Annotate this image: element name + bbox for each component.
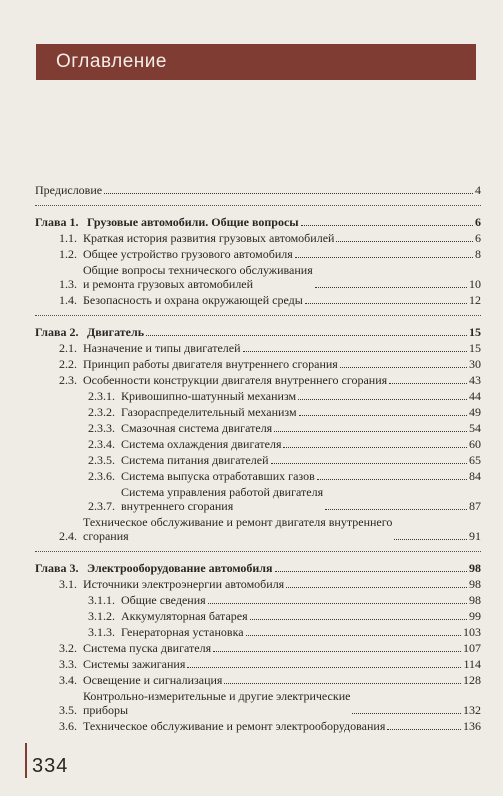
toc-separator — [35, 551, 481, 553]
toc-leader-dots — [336, 241, 473, 242]
toc-entry-row — [35, 437, 481, 451]
toc-entry-page: 87 — [469, 499, 481, 513]
toc-entry-number: 2.3.1. — [88, 389, 115, 403]
toc-leader-dots — [352, 713, 461, 714]
toc-entry-page: 107 — [463, 641, 481, 655]
toc-entry-title: Электрооборудование автомобиля — [87, 561, 273, 575]
toc-leader-dots — [208, 603, 467, 604]
toc-entry-page: 30 — [469, 357, 481, 371]
toc-entry-title: Система управления работой двигателя внутреннего сгорания — [121, 485, 324, 513]
toc-entry-number: Глава 1. — [35, 215, 79, 229]
toc-entry-row — [35, 485, 481, 513]
toc-entry-number: 1.3. — [59, 277, 77, 291]
toc-chapter-row — [35, 215, 481, 229]
toc-entry-row — [35, 577, 481, 591]
toc-entry-title: Краткая история развития грузовых автомобилей — [83, 231, 335, 245]
toc-entry-page: 136 — [463, 719, 481, 733]
toc-entry-page: 103 — [463, 625, 481, 639]
toc-entry-title: Аккумуляторная батарея — [121, 609, 248, 623]
toc-leader-dots — [275, 571, 467, 572]
toc-entry-number: 2.1. — [59, 341, 77, 355]
toc-entry-number: 3.3. — [59, 657, 77, 671]
toc-leader-dots — [387, 729, 461, 730]
toc-entry-row — [35, 421, 481, 435]
toc-entry-title: Техническое обслуживание и ремонт электрооборудования — [83, 719, 386, 733]
toc-leader-dots — [286, 587, 467, 588]
toc-entry-number: 3.6. — [59, 719, 77, 733]
toc-leader-dots — [325, 509, 467, 510]
toc-leader-dots — [394, 539, 467, 540]
toc-leader-dots — [246, 635, 461, 636]
toc-entry-number: 1.2. — [59, 247, 77, 261]
toc-entry-title: Предисловие — [35, 183, 103, 197]
toc-entry-number: Глава 3. — [35, 561, 79, 575]
toc-entry-row — [35, 263, 481, 291]
toc-entry-page: 128 — [463, 673, 481, 687]
toc-separator — [35, 205, 481, 207]
toc-entry-row — [35, 609, 481, 623]
toc-entry-number: 2.3.2. — [88, 405, 115, 419]
toc-entry-row — [35, 183, 481, 197]
toc-entry-title: Назначение и типы двигателей — [83, 341, 241, 355]
page-number: 334 — [32, 755, 69, 777]
toc-entry-row — [35, 231, 481, 245]
toc-entry-number: 2.3.6. — [88, 469, 115, 483]
toc-leader-dots — [317, 479, 467, 480]
toc-entry-number: 1.4. — [59, 293, 77, 307]
toc-entry-page: 98 — [469, 577, 481, 591]
toc-entry-title: Общее устройство грузового автомобиля — [83, 247, 293, 261]
toc-leader-dots — [243, 351, 467, 352]
toc-entry-title: Грузовые автомобили. Общие вопросы — [87, 215, 299, 229]
toc-entry-number: 3.4. — [59, 673, 77, 687]
toc-leader-dots — [299, 415, 467, 416]
toc-entry-page: 132 — [463, 703, 481, 717]
toc-entry-title: Принцип работы двигателя внутреннего сгорания — [83, 357, 338, 371]
toc-entry-row — [35, 357, 481, 371]
toc-leader-dots — [187, 667, 461, 668]
toc-entry-title: Особенности конструкции двигателя внутреннего сгорания — [83, 373, 388, 387]
toc-leader-dots — [271, 463, 467, 464]
toc-entry-page: 43 — [469, 373, 481, 387]
toc-entry-title: Освещение и сигнализация — [83, 673, 223, 687]
toc-entry-page: 98 — [469, 561, 481, 575]
toc-entry-number: Глава 2. — [35, 325, 79, 339]
table-of-contents — [35, 183, 481, 735]
toc-entry-page: 4 — [475, 183, 481, 197]
toc-entry-page: 49 — [469, 405, 481, 419]
toc-entry-page: 12 — [469, 293, 481, 307]
toc-entry-page: 98 — [469, 593, 481, 607]
toc-entry-title: Смазочная система двигателя — [121, 421, 273, 435]
toc-entry-row — [35, 625, 481, 639]
toc-entry-page: 65 — [469, 453, 481, 467]
toc-entry-title: Системы зажигания — [83, 657, 186, 671]
toc-entry-title: Общие сведения — [121, 593, 206, 607]
toc-entry-title: Общие вопросы технического обслуживания и ремонта грузовых автомобилей — [83, 263, 313, 291]
toc-entry-row — [35, 453, 481, 467]
toc-entry-title: Система охлаждения двигателя — [121, 437, 282, 451]
toc-leader-dots — [305, 303, 467, 304]
toc-entry-title: Источники электроэнергии автомобиля — [83, 577, 285, 591]
toc-entry-page: 10 — [469, 277, 481, 291]
toc-leader-dots — [389, 383, 467, 384]
toc-entry-row — [35, 593, 481, 607]
toc-entry-row — [35, 247, 481, 261]
toc-header: Оглавление — [36, 44, 476, 80]
toc-entry-row — [35, 293, 481, 307]
toc-entry-row — [35, 641, 481, 655]
toc-entry-title: Газораспределительный механизм — [121, 405, 297, 419]
toc-entry-title: Система питания двигателей — [121, 453, 269, 467]
toc-entry-row — [35, 469, 481, 483]
toc-entry-number: 3.2. — [59, 641, 77, 655]
toc-entry-number: 3.1.1. — [88, 593, 115, 607]
toc-leader-dots — [283, 447, 467, 448]
toc-entry-row — [35, 405, 481, 419]
toc-entry-page: 6 — [475, 231, 481, 245]
toc-entry-row — [35, 515, 481, 543]
toc-leader-dots — [295, 257, 473, 258]
toc-entry-number: 2.4. — [59, 529, 77, 543]
toc-entry-title: Система выпуска отработавших газов — [121, 469, 315, 483]
toc-entry-page: 114 — [463, 657, 481, 671]
toc-entry-title: Генераторная установка — [121, 625, 244, 639]
toc-leader-dots — [250, 619, 467, 620]
toc-entry-page: 15 — [469, 325, 481, 339]
toc-entry-number: 1.1. — [59, 231, 77, 245]
toc-entry-row — [35, 719, 481, 733]
toc-entry-page: 8 — [475, 247, 481, 261]
toc-leader-dots — [213, 651, 461, 652]
toc-entry-page: 60 — [469, 437, 481, 451]
toc-entry-number: 3.1. — [59, 577, 77, 591]
toc-entry-row — [35, 689, 481, 717]
toc-leader-dots — [298, 399, 467, 400]
page-number-bar — [25, 743, 27, 778]
toc-entry-row — [35, 341, 481, 355]
toc-chapter-row — [35, 325, 481, 339]
toc-entry-title: Система пуска двигателя — [83, 641, 212, 655]
toc-entry-row — [35, 389, 481, 403]
toc-entry-page: 15 — [469, 341, 481, 355]
toc-entry-number: 2.3.5. — [88, 453, 115, 467]
toc-entry-number: 3.1.2. — [88, 609, 115, 623]
toc-leader-dots — [274, 431, 467, 432]
toc-entry-title: Кривошипно-шатунный механизм — [121, 389, 297, 403]
toc-chapter-row — [35, 561, 481, 575]
toc-entry-page: 6 — [475, 215, 481, 229]
toc-entry-number: 2.3. — [59, 373, 77, 387]
toc-entry-row — [35, 657, 481, 671]
toc-entry-page: 44 — [469, 389, 481, 403]
toc-leader-dots — [315, 287, 467, 288]
toc-entry-title: Двигатель — [87, 325, 145, 339]
toc-entry-title: Техническое обслуживание и ремонт двигателя внутреннего сгорания — [83, 515, 393, 543]
toc-entry-number: 2.3.4. — [88, 437, 115, 451]
toc-leader-dots — [340, 367, 467, 368]
toc-entry-number: 3.1.3. — [88, 625, 115, 639]
toc-leader-dots — [146, 335, 467, 336]
toc-entry-number: 2.3.3. — [88, 421, 115, 435]
toc-leader-dots — [104, 193, 473, 194]
toc-entry-page: 54 — [469, 421, 481, 435]
toc-entry-title: Безопасность и охрана окружающей среды — [83, 293, 303, 307]
toc-entry-number: 3.5. — [59, 703, 77, 717]
toc-leader-dots — [301, 225, 473, 226]
toc-entry-number: 2.2. — [59, 357, 77, 371]
toc-entry-row — [35, 373, 481, 387]
toc-entry-number: 2.3.7. — [88, 499, 115, 513]
toc-entry-title: Контрольно-измерительные и другие электрические приборы — [83, 689, 351, 717]
toc-separator — [35, 315, 481, 317]
toc-entry-page: 84 — [469, 469, 481, 483]
toc-leader-dots — [224, 683, 461, 684]
toc-entry-row — [35, 673, 481, 687]
toc-entry-page: 99 — [469, 609, 481, 623]
toc-entry-page: 91 — [469, 529, 481, 543]
